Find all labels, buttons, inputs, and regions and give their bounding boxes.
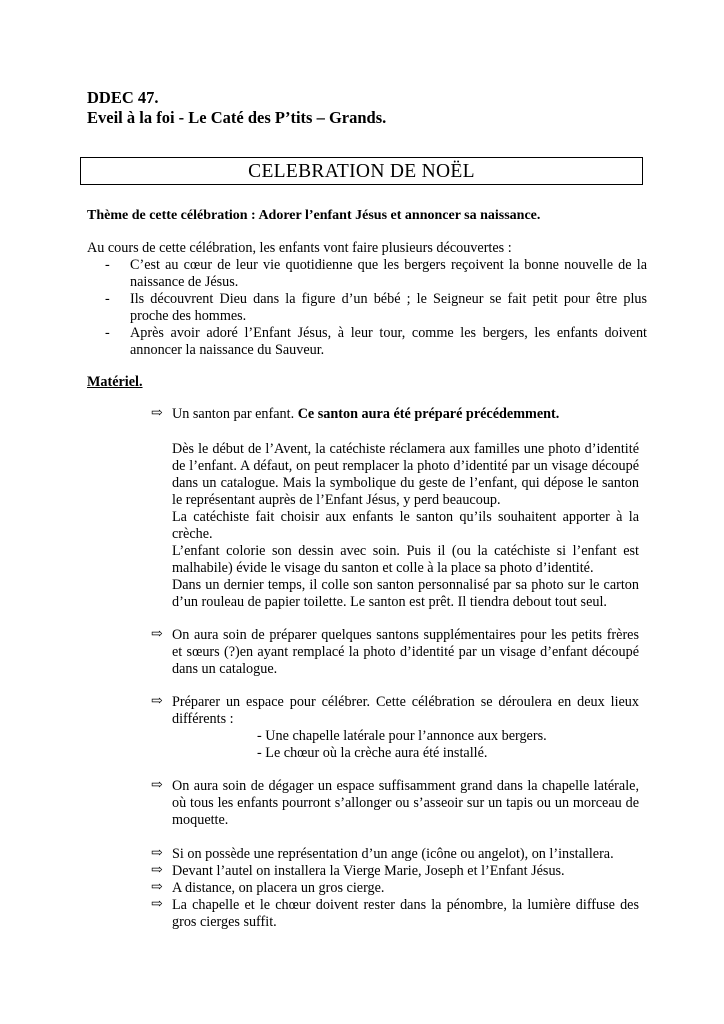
page-title: CELEBRATION DE NOËL [80, 157, 643, 185]
item-text: Devant l’autel on installera la Vierge Marie, Joseph et l’Enfant Jésus. [172, 863, 565, 879]
materiel-item-santon [151, 406, 639, 423]
sub-item: - Le chœur où la crèche aura été installé. [257, 745, 488, 761]
list-item [87, 325, 647, 359]
materiel-item-extra-santons [151, 627, 639, 678]
document-header [87, 88, 386, 128]
discovery-list [87, 257, 647, 359]
dash-bullet: - [105, 325, 110, 341]
section-title-materiel: Matériel. [87, 374, 143, 390]
item-text: La chapelle et le chœur doivent rester dans la pénombre, la lumière diffuse des gros cierges suffit. [172, 897, 639, 930]
list-item [151, 863, 639, 880]
item-text: Préparer un espace pour célébrer. Cette célébration se déroulera en deux lieux différents : [172, 694, 639, 727]
item-text: Si on possède une représentation d’un ange (icône ou angelot), on l’installera. [172, 846, 614, 862]
item-text: Un santon par enfant. [172, 406, 298, 422]
arrow-icon: ⇨ [151, 627, 163, 642]
intro-lead: Au cours de cette célébration, les enfants vont faire plusieurs découvertes : [87, 240, 512, 256]
item-text: On aura soin de préparer quelques santons supplémentaires pour les petits frères et sœurs (?)en ayant remplacé la photo d’identité par un visage d’enfant découpé dans un catalogue. [172, 627, 639, 677]
arrow-icon: ⇨ [151, 694, 163, 709]
sub-item: - Une chapelle latérale pour l’annonce aux bergers. [257, 728, 547, 744]
list-item [151, 846, 639, 863]
intro-section [87, 240, 647, 359]
arrow-icon: ⇨ [151, 863, 163, 878]
theme-line: Thème de cette célébration : Adorer l’enfant Jésus et annoncer sa naissance. [87, 208, 541, 223]
arrow-icon: ⇨ [151, 406, 163, 421]
list-item-text: C’est au cœur de leur vie quotidienne que les bergers reçoivent la bonne nouvelle de la naissance de Jésus. [130, 257, 647, 290]
paragraph: La catéchiste fait choisir aux enfants le santon qu’ils souhaitent apporter à la crèche. [172, 509, 639, 542]
item-text: A distance, on placera un gros cierge. [172, 880, 385, 896]
header-line-1: DDEC 47. [87, 88, 159, 107]
header-line-2: Eveil à la foi - Le Caté des P’tits – Grands. [87, 108, 387, 127]
arrow-icon: ⇨ [151, 897, 163, 912]
materiel-item-space [151, 694, 639, 762]
paragraph: L’enfant colorie son dessin avec soin. Puis il (ou la catéchiste si l’enfant est malhabile) évide le visage du santon et colle à la place sa photo d’identité. [172, 543, 639, 576]
item-text: On aura soin de dégager un espace suffisamment grand dans la chapelle latérale, où tous les enfants pourront s’allonger ou s’asseoir sur un tapis ou un morceau de moquette. [172, 778, 639, 828]
dash-bullet: - [105, 291, 110, 307]
list-item [87, 257, 647, 291]
list-item [151, 897, 639, 931]
materiel-item-final-list [151, 846, 639, 931]
materiel-item-chapel-space [151, 778, 639, 829]
arrow-icon: ⇨ [151, 846, 163, 861]
list-item [87, 291, 647, 325]
santon-instructions [151, 441, 639, 611]
arrow-icon: ⇨ [151, 880, 163, 895]
list-item-text: Ils découvrent Dieu dans la figure d’un bébé ; le Seigneur se fait petit pour être plus proche des hommes. [130, 291, 647, 324]
paragraph: Dans un dernier temps, il colle son santon personnalisé par sa photo sur le carton d’un rouleau de papier toilette. Le santon est prêt. Il tiendra debout tout seul. [172, 577, 639, 610]
dash-bullet: - [105, 257, 110, 273]
paragraph: Dès le début de l’Avent, la catéchiste réclamera aux familles une photo d’identité de l’enfant. A défaut, on peut remplacer la photo d’identité par un visage découpé dans un catalogue. Mais la symbolique du geste de l’enfant, qui dépose le santon le représentant auprès de l’Enfant Jésus, y perd beaucoup. [172, 441, 639, 508]
list-item-text: Après avoir adoré l’Enfant Jésus, à leur tour, comme les bergers, les enfants doivent annoncer la naissance du Sauveur. [130, 325, 647, 358]
arrow-icon: ⇨ [151, 778, 163, 793]
item-text-bold: Ce santon aura été préparé précédemment. [297, 406, 560, 422]
list-item [151, 880, 639, 897]
